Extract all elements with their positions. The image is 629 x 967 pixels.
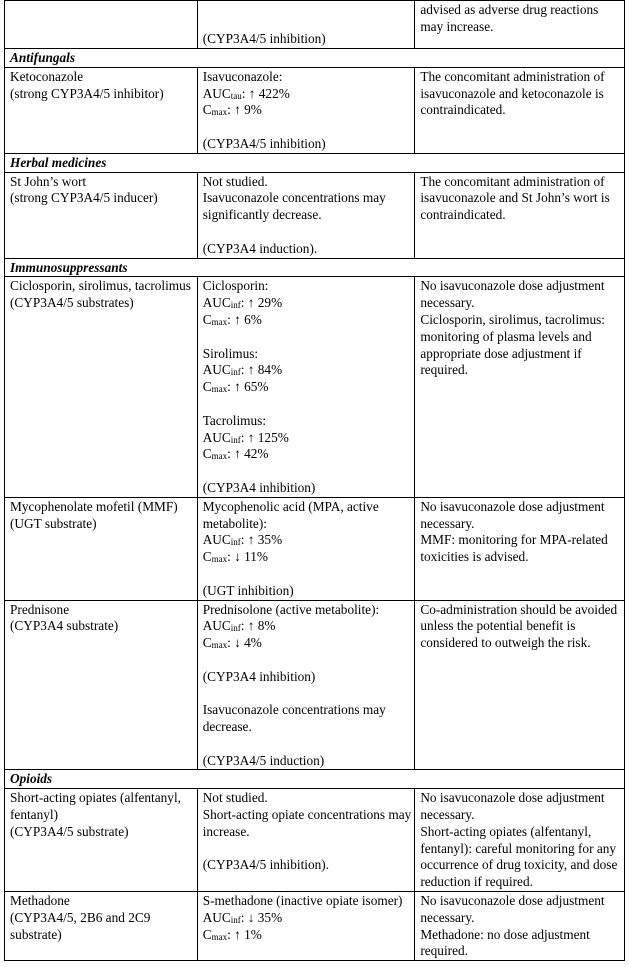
effect-heading: S-methadone (inactive opiate isomer) — [202, 893, 403, 909]
recommendation-text: MMF: monitoring for MPA-related toxicities is advised. — [420, 532, 608, 565]
auc-value: : ↑ 29% — [240, 295, 283, 311]
effect-text: Short-acting opiate concentrations may increase. — [202, 807, 412, 839]
drug-cell — [5, 172, 198, 258]
drug-name: Prednisone — [10, 601, 70, 617]
table-row — [5, 67, 625, 153]
recommendation-cell: The concomitant administration of isavuconazole and St John’s wort is contraindicated. — [415, 172, 625, 258]
auc-line: $AUC_{tau}$: ↑ 422% — [202, 85, 290, 101]
category-row — [5, 258, 625, 277]
effect-cell — [197, 497, 415, 600]
effect-heading: Ciclosporin: — [202, 278, 269, 294]
drug-cell — [5, 1, 198, 49]
cmax-line: $C_{max}$: ↑ 42% — [202, 446, 269, 462]
mechanism-text: (CYP3A4 inhibition) — [202, 479, 316, 495]
cmax-subscript: max — [211, 640, 228, 651]
category-label: Opioids — [5, 770, 625, 789]
drug-cell — [5, 277, 198, 497]
drug-class: (CYP3A4/5 substrate) — [10, 823, 129, 839]
recommendation-text: No isavuconazole dose adjustment necessary. — [420, 790, 605, 823]
auc-subscript: inf — [230, 434, 241, 445]
cmax-subscript: max — [211, 316, 228, 327]
recommendation-text: Short-acting opiates (alfentanyl, fentanyl): careful monitoring for any occurrence of drug toxicity, and dose reduction if required. — [420, 823, 618, 890]
effect-heading: Prednisolone (active metabolite): — [202, 601, 380, 617]
drug-name: Ketoconazole — [10, 68, 84, 84]
category-label: Immunosuppressants — [5, 258, 625, 277]
drug-cell — [5, 892, 198, 961]
cmax-subscript: max — [211, 931, 228, 942]
table-row — [5, 789, 625, 892]
category-row — [5, 770, 625, 789]
auc-value: : ↑ 8% — [240, 618, 276, 634]
cmax-subscript: max — [211, 554, 228, 565]
effect-cell — [197, 1, 415, 49]
recommendation-text: No isavuconazole dose adjustment necessary. — [420, 498, 605, 531]
drug-name: Methadone — [10, 893, 70, 909]
effect-text: Not studied. — [202, 173, 268, 189]
auc-subscript: inf — [230, 537, 241, 548]
cmax-line: $C_{max}$: ↑ 1% — [202, 926, 262, 942]
recommendation-cell — [415, 892, 625, 961]
effect-cell — [197, 172, 415, 258]
auc-line: $AUC_{inf}$: ↑ 8% — [202, 618, 276, 634]
drug-class: (strong CYP3A4/5 inducer) — [10, 190, 158, 206]
table-row — [5, 497, 625, 600]
cmax-value: : ↑ 6% — [227, 311, 262, 327]
auc-line: $AUC_{inf}$: ↑ 125% — [202, 429, 289, 445]
effect-heading: Tacrolimus: — [202, 412, 267, 428]
recommendation-cell — [415, 497, 625, 600]
drug-cell — [5, 600, 198, 770]
recommendation-cell: The concomitant administration of isavuconazole and ketoconazole is contraindicated. — [415, 67, 625, 153]
drug-name: St John’s wort — [10, 173, 87, 189]
cmax-value: : ↑ 9% — [227, 102, 262, 118]
mechanism-text: (CYP3A4/5 inhibition) — [202, 135, 326, 151]
auc-value: : ↑ 125% — [240, 429, 289, 445]
auc-value: : ↓ 35% — [240, 909, 283, 925]
table-row — [5, 277, 625, 497]
recommendation-text: No isavuconazole dose adjustment necessary. — [420, 893, 605, 925]
recommendation-text: Methadone: no dose adjustment required. — [420, 926, 590, 959]
cmax-line: $C_{max}$: ↓ 11% — [202, 549, 268, 565]
drug-class: (UGT substrate) — [10, 515, 97, 531]
effect-text: Isavuconazole concentrations may significantly decrease. — [202, 190, 386, 223]
drug-class: (strong CYP3A4/5 inhibitor) — [10, 85, 164, 101]
drug-name: Short-acting opiates (alfentanyl, fentanyl) — [10, 790, 181, 823]
category-label: Herbal medicines — [5, 153, 625, 172]
recommendation-cell: Co-administration should be avoided unless the potential benefit is considered to outweigh the risk. — [415, 600, 625, 770]
drug-class: (CYP3A4 substrate) — [10, 618, 119, 634]
category-row — [5, 153, 625, 172]
table-row — [5, 600, 625, 770]
cmax-value: : ↑ 65% — [227, 379, 269, 395]
effect-cell — [197, 789, 415, 892]
drug-cell — [5, 67, 198, 153]
effect-text: Not studied. — [202, 790, 268, 806]
cmax-subscript: max — [211, 384, 228, 395]
cmax-line: $C_{max}$: ↓ 4% — [202, 635, 262, 651]
mechanism-text: (CYP3A4 induction). — [202, 240, 318, 256]
auc-line: $AUC_{inf}$: ↑ 29% — [202, 295, 283, 311]
effect-heading: Mycophenolic acid (MPA, active metabolite): — [202, 498, 379, 531]
auc-value: : ↑ 35% — [240, 532, 283, 548]
drug-name: Ciclosporin, sirolimus, tacrolimus — [10, 278, 191, 294]
drug-class: (CYP3A4/5, 2B6 and 2C9 substrate) — [10, 909, 151, 942]
category-label: Antifungals — [5, 49, 625, 68]
cmax-subscript: max — [211, 107, 228, 118]
interaction-table — [4, 0, 625, 961]
recommendation-text: Ciclosporin, sirolimus, tacrolimus: monitoring of plasma levels and appropriate dose adjustment if required. — [420, 311, 605, 378]
cmax-value: : ↑ 1% — [227, 926, 262, 942]
cmax-value: : ↓ 4% — [227, 635, 262, 651]
auc-value: : ↑ 422% — [241, 85, 290, 101]
effect-text: Isavuconazole concentrations may decrease. — [202, 702, 386, 735]
effect-heading: Isavuconazole: — [202, 68, 283, 84]
category-row — [5, 49, 625, 68]
auc-subscript: inf — [230, 623, 241, 634]
drug-name: Mycophenolate mofetil (MMF) — [10, 498, 178, 514]
mechanism-text: (UGT inhibition) — [202, 582, 294, 598]
recommendation-cell — [415, 789, 625, 892]
effect-heading: Sirolimus: — [202, 345, 259, 361]
auc-subscript: tau — [230, 90, 242, 101]
cmax-subscript: max — [211, 451, 228, 462]
table-row — [5, 892, 625, 961]
cmax-line: $C_{max}$: ↑ 6% — [202, 311, 262, 327]
effect-cell — [197, 892, 415, 961]
cmax-line: $C_{max}$: ↑ 65% — [202, 379, 269, 395]
auc-line: $AUC_{inf}$: ↑ 84% — [202, 362, 283, 378]
table-row — [5, 172, 625, 258]
cmax-line: $C_{max}$: ↑ 9% — [202, 102, 262, 118]
drug-cell — [5, 497, 198, 600]
auc-value: : ↑ 84% — [240, 362, 283, 378]
recommendation-cell — [415, 277, 625, 497]
auc-subscript: inf — [230, 914, 241, 925]
recommendation-text: No isavuconazole dose adjustment necessary. — [420, 278, 605, 311]
auc-line: $AUC_{inf}$: ↑ 35% — [202, 532, 283, 548]
auc-subscript: inf — [230, 300, 241, 311]
auc-subscript: inf — [230, 367, 241, 378]
mechanism-text: (CYP3A4/5 induction) — [202, 752, 325, 768]
table-row — [5, 1, 625, 49]
cmax-value: : ↓ 11% — [227, 549, 268, 565]
effect-cell — [197, 67, 415, 153]
drug-cell — [5, 789, 198, 892]
effect-cell — [197, 277, 415, 497]
mechanism-text: (CYP3A4/5 inhibition) — [202, 31, 326, 47]
drug-class: (CYP3A4/5 substrates) — [10, 295, 134, 311]
effect-cell — [197, 600, 415, 770]
cmax-value: : ↑ 42% — [227, 446, 269, 462]
auc-line: $AUC_{inf}$: ↓ 35% — [202, 909, 283, 925]
mechanism-text: (CYP3A4/5 inhibition). — [202, 857, 330, 873]
mechanism-text: (CYP3A4 inhibition) — [202, 668, 316, 684]
recommendation-cell: advised as adverse drug reactions may increase. — [415, 1, 625, 49]
